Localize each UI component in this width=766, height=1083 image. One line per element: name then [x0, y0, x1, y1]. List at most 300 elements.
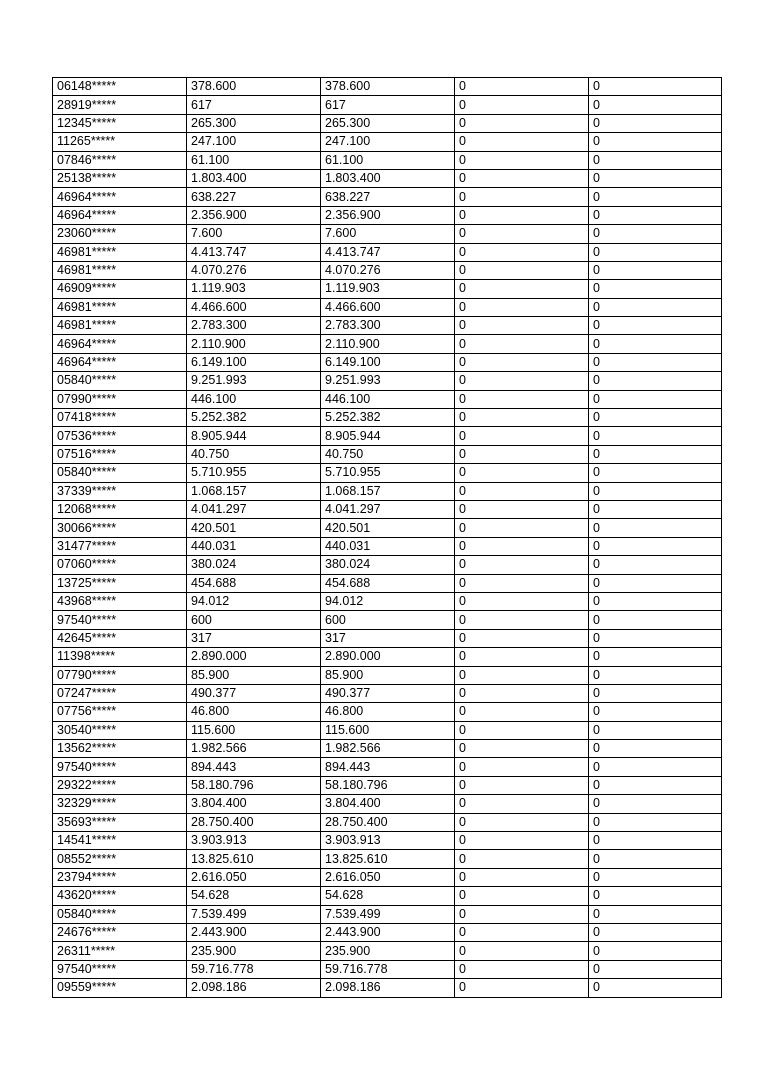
amount-repeat-cell: 2.783.300 [321, 317, 455, 335]
zero-cell-a: 0 [455, 500, 589, 518]
id-cell: 07516***** [53, 445, 187, 463]
zero-cell-b: 0 [589, 409, 722, 427]
zero-cell-a: 0 [455, 684, 589, 702]
amount-cell: 317 [187, 629, 321, 647]
table-row [53, 611, 722, 629]
zero-cell-a: 0 [455, 114, 589, 132]
zero-cell-a: 0 [455, 133, 589, 151]
table-row [53, 721, 722, 739]
data-table [52, 77, 722, 998]
table-row [53, 409, 722, 427]
zero-cell-a: 0 [455, 721, 589, 739]
amount-cell: 1.982.566 [187, 740, 321, 758]
table-row [53, 703, 722, 721]
id-cell: 28919***** [53, 96, 187, 114]
zero-cell-b: 0 [589, 445, 722, 463]
table-row [53, 740, 722, 758]
zero-cell-b: 0 [589, 133, 722, 151]
amount-repeat-cell: 490.377 [321, 684, 455, 702]
amount-repeat-cell: 2.616.050 [321, 868, 455, 886]
zero-cell-b: 0 [589, 776, 722, 794]
zero-cell-b: 0 [589, 684, 722, 702]
amount-repeat-cell: 1.119.903 [321, 280, 455, 298]
id-cell: 07536***** [53, 427, 187, 445]
zero-cell-b: 0 [589, 298, 722, 316]
table-row [53, 169, 722, 187]
id-cell: 11398***** [53, 648, 187, 666]
amount-repeat-cell: 115.600 [321, 721, 455, 739]
zero-cell-a: 0 [455, 243, 589, 261]
zero-cell-b: 0 [589, 960, 722, 978]
amount-cell: 380.024 [187, 556, 321, 574]
table-row [53, 114, 722, 132]
table-row [53, 372, 722, 390]
amount-repeat-cell: 446.100 [321, 390, 455, 408]
amount-cell: 894.443 [187, 758, 321, 776]
id-cell: 07846***** [53, 151, 187, 169]
amount-cell: 3.903.913 [187, 832, 321, 850]
amount-repeat-cell: 317 [321, 629, 455, 647]
zero-cell-a: 0 [455, 169, 589, 187]
id-cell: 43620***** [53, 887, 187, 905]
zero-cell-a: 0 [455, 887, 589, 905]
zero-cell-b: 0 [589, 703, 722, 721]
table-row [53, 960, 722, 978]
id-cell: 46964***** [53, 188, 187, 206]
table-row [53, 556, 722, 574]
zero-cell-b: 0 [589, 169, 722, 187]
zero-cell-b: 0 [589, 942, 722, 960]
table-row [53, 353, 722, 371]
zero-cell-a: 0 [455, 445, 589, 463]
zero-cell-a: 0 [455, 409, 589, 427]
table-row [53, 335, 722, 353]
table-row [53, 832, 722, 850]
amount-cell: 440.031 [187, 537, 321, 555]
amount-cell: 6.149.100 [187, 353, 321, 371]
amount-cell: 2.356.900 [187, 206, 321, 224]
amount-repeat-cell: 7.539.499 [321, 905, 455, 923]
amount-cell: 61.100 [187, 151, 321, 169]
amount-repeat-cell: 3.804.400 [321, 795, 455, 813]
table-row [53, 261, 722, 279]
table-row [53, 133, 722, 151]
amount-repeat-cell: 94.012 [321, 592, 455, 610]
zero-cell-a: 0 [455, 868, 589, 886]
zero-cell-a: 0 [455, 648, 589, 666]
table-row [53, 776, 722, 794]
amount-cell: 2.443.900 [187, 923, 321, 941]
table-row [53, 905, 722, 923]
id-cell: 42645***** [53, 629, 187, 647]
table-row [53, 648, 722, 666]
id-cell: 05840***** [53, 464, 187, 482]
zero-cell-b: 0 [589, 372, 722, 390]
table-row [53, 923, 722, 941]
id-cell: 32329***** [53, 795, 187, 813]
zero-cell-a: 0 [455, 353, 589, 371]
id-cell: 09559***** [53, 979, 187, 997]
zero-cell-b: 0 [589, 556, 722, 574]
zero-cell-a: 0 [455, 427, 589, 445]
amount-repeat-cell: 85.900 [321, 666, 455, 684]
amount-cell: 5.252.382 [187, 409, 321, 427]
zero-cell-a: 0 [455, 464, 589, 482]
table-row [53, 243, 722, 261]
table-row [53, 206, 722, 224]
id-cell: 13562***** [53, 740, 187, 758]
zero-cell-b: 0 [589, 979, 722, 997]
zero-cell-b: 0 [589, 795, 722, 813]
amount-repeat-cell: 54.628 [321, 887, 455, 905]
amount-cell: 265.300 [187, 114, 321, 132]
table-row [53, 519, 722, 537]
zero-cell-b: 0 [589, 96, 722, 114]
amount-repeat-cell: 378.600 [321, 78, 455, 96]
amount-repeat-cell: 2.110.900 [321, 335, 455, 353]
zero-cell-a: 0 [455, 795, 589, 813]
table-row [53, 317, 722, 335]
amount-cell: 58.180.796 [187, 776, 321, 794]
id-cell: 07756***** [53, 703, 187, 721]
amount-cell: 9.251.993 [187, 372, 321, 390]
amount-repeat-cell: 1.982.566 [321, 740, 455, 758]
zero-cell-b: 0 [589, 868, 722, 886]
zero-cell-b: 0 [589, 574, 722, 592]
amount-repeat-cell: 2.890.000 [321, 648, 455, 666]
zero-cell-a: 0 [455, 298, 589, 316]
amount-cell: 5.710.955 [187, 464, 321, 482]
table-row [53, 390, 722, 408]
amount-cell: 85.900 [187, 666, 321, 684]
zero-cell-a: 0 [455, 611, 589, 629]
amount-repeat-cell: 5.252.382 [321, 409, 455, 427]
id-cell: 07418***** [53, 409, 187, 427]
zero-cell-a: 0 [455, 942, 589, 960]
zero-cell-b: 0 [589, 335, 722, 353]
zero-cell-a: 0 [455, 592, 589, 610]
amount-cell: 490.377 [187, 684, 321, 702]
id-cell: 46964***** [53, 353, 187, 371]
amount-repeat-cell: 638.227 [321, 188, 455, 206]
id-cell: 06148***** [53, 78, 187, 96]
zero-cell-b: 0 [589, 151, 722, 169]
amount-repeat-cell: 600 [321, 611, 455, 629]
zero-cell-a: 0 [455, 96, 589, 114]
amount-repeat-cell: 61.100 [321, 151, 455, 169]
id-cell: 97540***** [53, 611, 187, 629]
zero-cell-b: 0 [589, 317, 722, 335]
amount-cell: 3.804.400 [187, 795, 321, 813]
amount-repeat-cell: 5.710.955 [321, 464, 455, 482]
zero-cell-a: 0 [455, 317, 589, 335]
table-row [53, 942, 722, 960]
table-row [53, 427, 722, 445]
amount-cell: 446.100 [187, 390, 321, 408]
amount-cell: 2.890.000 [187, 648, 321, 666]
zero-cell-a: 0 [455, 188, 589, 206]
amount-cell: 7.539.499 [187, 905, 321, 923]
amount-repeat-cell: 28.750.400 [321, 813, 455, 831]
table-row [53, 795, 722, 813]
id-cell: 97540***** [53, 960, 187, 978]
amount-cell: 4.070.276 [187, 261, 321, 279]
table-row [53, 78, 722, 96]
table-row [53, 280, 722, 298]
id-cell: 07790***** [53, 666, 187, 684]
table-row [53, 96, 722, 114]
table-row [53, 592, 722, 610]
id-cell: 23060***** [53, 225, 187, 243]
id-cell: 29322***** [53, 776, 187, 794]
id-cell: 12345***** [53, 114, 187, 132]
id-cell: 43968***** [53, 592, 187, 610]
amount-cell: 235.900 [187, 942, 321, 960]
amount-cell: 4.413.747 [187, 243, 321, 261]
id-cell: 46964***** [53, 206, 187, 224]
zero-cell-a: 0 [455, 979, 589, 997]
zero-cell-b: 0 [589, 887, 722, 905]
id-cell: 30540***** [53, 721, 187, 739]
zero-cell-b: 0 [589, 648, 722, 666]
zero-cell-b: 0 [589, 500, 722, 518]
amount-repeat-cell: 265.300 [321, 114, 455, 132]
zero-cell-a: 0 [455, 740, 589, 758]
amount-repeat-cell: 40.750 [321, 445, 455, 463]
zero-cell-b: 0 [589, 611, 722, 629]
zero-cell-b: 0 [589, 353, 722, 371]
amount-repeat-cell: 6.149.100 [321, 353, 455, 371]
id-cell: 46909***** [53, 280, 187, 298]
amount-cell: 8.905.944 [187, 427, 321, 445]
zero-cell-a: 0 [455, 629, 589, 647]
zero-cell-a: 0 [455, 390, 589, 408]
id-cell: 46981***** [53, 261, 187, 279]
id-cell: 25138***** [53, 169, 187, 187]
zero-cell-a: 0 [455, 813, 589, 831]
zero-cell-b: 0 [589, 537, 722, 555]
id-cell: 35693***** [53, 813, 187, 831]
amount-cell: 13.825.610 [187, 850, 321, 868]
table-row [53, 482, 722, 500]
id-cell: 46981***** [53, 317, 187, 335]
amount-repeat-cell: 46.800 [321, 703, 455, 721]
zero-cell-a: 0 [455, 225, 589, 243]
zero-cell-b: 0 [589, 280, 722, 298]
amount-repeat-cell: 8.905.944 [321, 427, 455, 445]
amount-repeat-cell: 2.443.900 [321, 923, 455, 941]
id-cell: 30066***** [53, 519, 187, 537]
table-row [53, 574, 722, 592]
zero-cell-b: 0 [589, 813, 722, 831]
amount-cell: 247.100 [187, 133, 321, 151]
id-cell: 46964***** [53, 335, 187, 353]
amount-repeat-cell: 380.024 [321, 556, 455, 574]
zero-cell-a: 0 [455, 574, 589, 592]
amount-cell: 1.803.400 [187, 169, 321, 187]
amount-cell: 4.041.297 [187, 500, 321, 518]
amount-cell: 4.466.600 [187, 298, 321, 316]
amount-repeat-cell: 894.443 [321, 758, 455, 776]
id-cell: 07247***** [53, 684, 187, 702]
amount-repeat-cell: 58.180.796 [321, 776, 455, 794]
amount-repeat-cell: 3.903.913 [321, 832, 455, 850]
zero-cell-b: 0 [589, 832, 722, 850]
table-row [53, 813, 722, 831]
zero-cell-b: 0 [589, 482, 722, 500]
amount-cell: 2.616.050 [187, 868, 321, 886]
amount-cell: 600 [187, 611, 321, 629]
zero-cell-b: 0 [589, 905, 722, 923]
id-cell: 11265***** [53, 133, 187, 151]
amount-cell: 2.098.186 [187, 979, 321, 997]
zero-cell-b: 0 [589, 740, 722, 758]
table-body [53, 78, 722, 998]
zero-cell-b: 0 [589, 464, 722, 482]
id-cell: 46981***** [53, 298, 187, 316]
id-cell: 26311***** [53, 942, 187, 960]
zero-cell-a: 0 [455, 261, 589, 279]
table-row [53, 850, 722, 868]
zero-cell-b: 0 [589, 721, 722, 739]
zero-cell-a: 0 [455, 372, 589, 390]
amount-cell: 1.119.903 [187, 280, 321, 298]
zero-cell-b: 0 [589, 427, 722, 445]
id-cell: 14541***** [53, 832, 187, 850]
id-cell: 97540***** [53, 758, 187, 776]
table-row [53, 666, 722, 684]
zero-cell-b: 0 [589, 225, 722, 243]
table-row [53, 225, 722, 243]
id-cell: 24676***** [53, 923, 187, 941]
id-cell: 07060***** [53, 556, 187, 574]
amount-cell: 54.628 [187, 887, 321, 905]
amount-cell: 28.750.400 [187, 813, 321, 831]
amount-repeat-cell: 1.068.157 [321, 482, 455, 500]
zero-cell-a: 0 [455, 335, 589, 353]
amount-cell: 638.227 [187, 188, 321, 206]
zero-cell-a: 0 [455, 482, 589, 500]
table-row [53, 684, 722, 702]
zero-cell-a: 0 [455, 556, 589, 574]
zero-cell-b: 0 [589, 78, 722, 96]
id-cell: 13725***** [53, 574, 187, 592]
table-row [53, 629, 722, 647]
table-row [53, 758, 722, 776]
zero-cell-a: 0 [455, 923, 589, 941]
table-row [53, 188, 722, 206]
id-cell: 31477***** [53, 537, 187, 555]
amount-repeat-cell: 9.251.993 [321, 372, 455, 390]
amount-repeat-cell: 440.031 [321, 537, 455, 555]
zero-cell-a: 0 [455, 280, 589, 298]
amount-repeat-cell: 1.803.400 [321, 169, 455, 187]
zero-cell-b: 0 [589, 261, 722, 279]
amount-repeat-cell: 454.688 [321, 574, 455, 592]
amount-repeat-cell: 4.070.276 [321, 261, 455, 279]
table-row [53, 537, 722, 555]
zero-cell-a: 0 [455, 850, 589, 868]
zero-cell-a: 0 [455, 537, 589, 555]
amount-cell: 115.600 [187, 721, 321, 739]
amount-cell: 378.600 [187, 78, 321, 96]
amount-repeat-cell: 235.900 [321, 942, 455, 960]
id-cell: 12068***** [53, 500, 187, 518]
zero-cell-b: 0 [589, 114, 722, 132]
zero-cell-a: 0 [455, 666, 589, 684]
zero-cell-b: 0 [589, 592, 722, 610]
amount-cell: 420.501 [187, 519, 321, 537]
zero-cell-b: 0 [589, 629, 722, 647]
zero-cell-a: 0 [455, 78, 589, 96]
table-row [53, 979, 722, 997]
zero-cell-b: 0 [589, 206, 722, 224]
table-row [53, 500, 722, 518]
zero-cell-a: 0 [455, 776, 589, 794]
zero-cell-a: 0 [455, 758, 589, 776]
amount-cell: 1.068.157 [187, 482, 321, 500]
amount-repeat-cell: 13.825.610 [321, 850, 455, 868]
amount-cell: 59.716.778 [187, 960, 321, 978]
amount-repeat-cell: 2.356.900 [321, 206, 455, 224]
zero-cell-b: 0 [589, 758, 722, 776]
amount-repeat-cell: 247.100 [321, 133, 455, 151]
zero-cell-a: 0 [455, 905, 589, 923]
id-cell: 05840***** [53, 905, 187, 923]
zero-cell-b: 0 [589, 923, 722, 941]
amount-repeat-cell: 617 [321, 96, 455, 114]
zero-cell-a: 0 [455, 519, 589, 537]
table-row [53, 887, 722, 905]
amount-repeat-cell: 7.600 [321, 225, 455, 243]
amount-cell: 94.012 [187, 592, 321, 610]
amount-cell: 40.750 [187, 445, 321, 463]
id-cell: 37339***** [53, 482, 187, 500]
zero-cell-b: 0 [589, 188, 722, 206]
id-cell: 08552***** [53, 850, 187, 868]
amount-cell: 46.800 [187, 703, 321, 721]
zero-cell-a: 0 [455, 703, 589, 721]
id-cell: 07990***** [53, 390, 187, 408]
zero-cell-b: 0 [589, 666, 722, 684]
amount-repeat-cell: 4.041.297 [321, 500, 455, 518]
zero-cell-a: 0 [455, 206, 589, 224]
amount-repeat-cell: 4.466.600 [321, 298, 455, 316]
amount-repeat-cell: 4.413.747 [321, 243, 455, 261]
zero-cell-b: 0 [589, 519, 722, 537]
amount-cell: 617 [187, 96, 321, 114]
id-cell: 23794***** [53, 868, 187, 886]
table-row [53, 464, 722, 482]
amount-cell: 2.110.900 [187, 335, 321, 353]
table-row [53, 445, 722, 463]
amount-cell: 454.688 [187, 574, 321, 592]
zero-cell-b: 0 [589, 243, 722, 261]
table-row [53, 151, 722, 169]
zero-cell-a: 0 [455, 960, 589, 978]
table-row [53, 298, 722, 316]
amount-repeat-cell: 59.716.778 [321, 960, 455, 978]
id-cell: 46981***** [53, 243, 187, 261]
table-row [53, 868, 722, 886]
amount-cell: 2.783.300 [187, 317, 321, 335]
amount-repeat-cell: 420.501 [321, 519, 455, 537]
amount-cell: 7.600 [187, 225, 321, 243]
zero-cell-a: 0 [455, 832, 589, 850]
zero-cell-a: 0 [455, 151, 589, 169]
id-cell: 05840***** [53, 372, 187, 390]
zero-cell-b: 0 [589, 850, 722, 868]
